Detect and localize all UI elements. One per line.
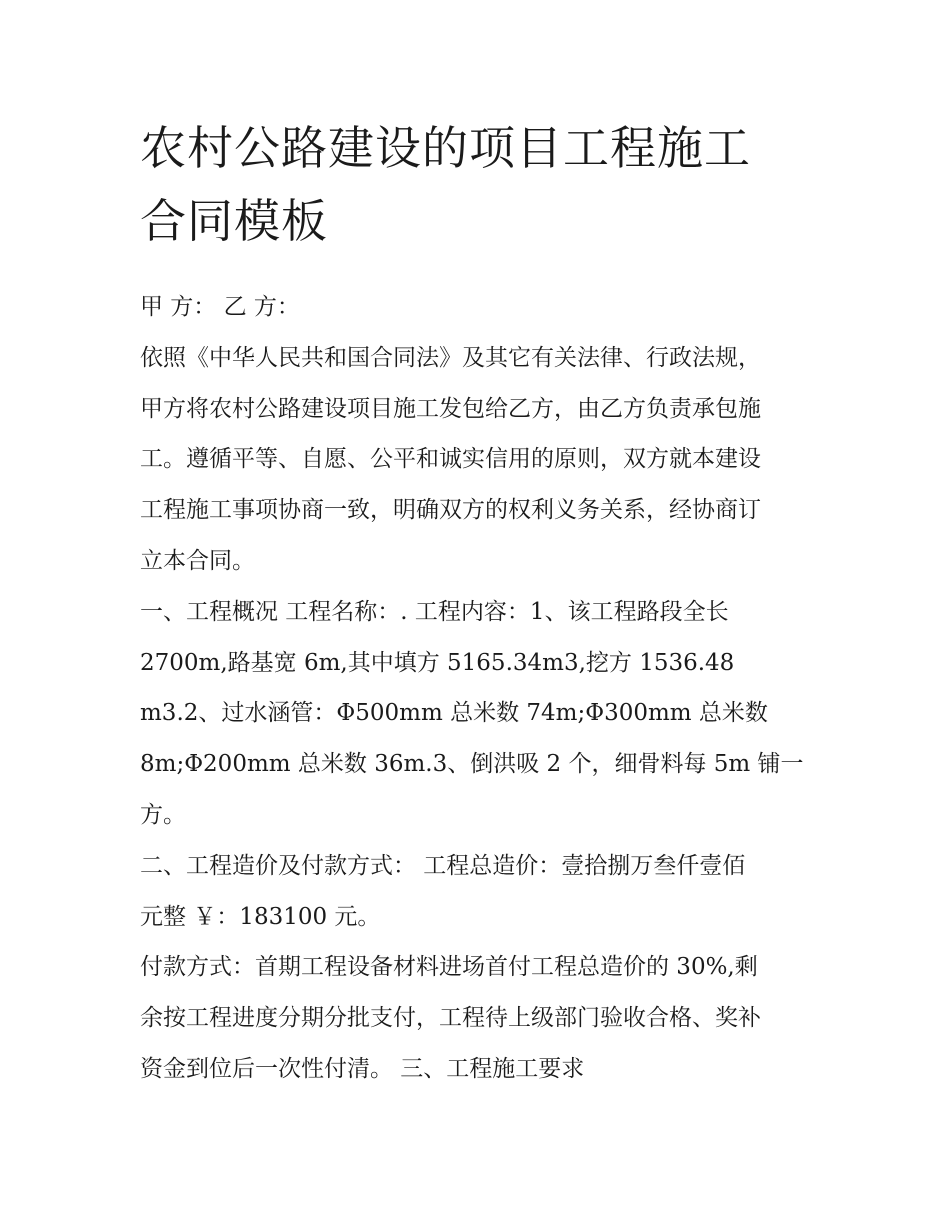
section-line: 二、工程造价及付款方式： 工程总造价：壹拾捌万叁仟壹佰 xyxy=(140,852,746,879)
title-line: 合同模板 xyxy=(140,194,328,248)
paragraph-line: 8m;Φ200mm 总米数 36m.3、倒洪吸 2 个，细骨料每 5m 铺一 xyxy=(140,751,804,778)
section-line: 一、工程概况 工程名称：. 工程内容：1、该工程路段全长 xyxy=(140,598,729,625)
paragraph-line: 依照《中华人民共和国合同法》及其它有关法律、行政法规， xyxy=(140,344,761,371)
paragraph-line: 工程施工事项协商一致，明确双方的权利义务关系，经协商订 xyxy=(140,497,761,524)
title-line: 农村公路建设的项目工程施工 xyxy=(140,121,751,175)
paragraph-line: 2700m,路基宽 6m,其中填方 5165.34m3,挖方 1536.48 xyxy=(140,649,735,676)
party-line: 甲 方： 乙 方： xyxy=(140,294,300,320)
paragraph-line: 工。遵循平等、自愿、公平和诚实信用的原则，双方就本建设 xyxy=(140,446,761,473)
paragraph-line: 甲方将农村公路建设项目施工发包给乙方，由乙方负责承包施 xyxy=(140,395,761,422)
document-title xyxy=(140,112,840,258)
paragraph-line: 立本合同。 xyxy=(140,547,255,574)
paragraph-line: 方。 xyxy=(140,801,186,828)
contract-body xyxy=(140,282,830,1095)
paragraph-line: 付款方式：首期工程设备材料进场首付工程总造价的 30%,剩 xyxy=(140,954,758,981)
paragraph-line: m3.2、过水涵管：Φ500mm 总米数 74m;Φ300mm 总米数 xyxy=(140,700,768,727)
paragraph-line: 余按工程进度分期分批支付，工程待上级部门验收合格、奖补 xyxy=(140,1005,761,1032)
paragraph-line: 资金到位后一次性付清。 三、工程施工要求 xyxy=(140,1055,585,1082)
paragraph-line: 元整 ￥：183100 元。 xyxy=(140,903,381,930)
